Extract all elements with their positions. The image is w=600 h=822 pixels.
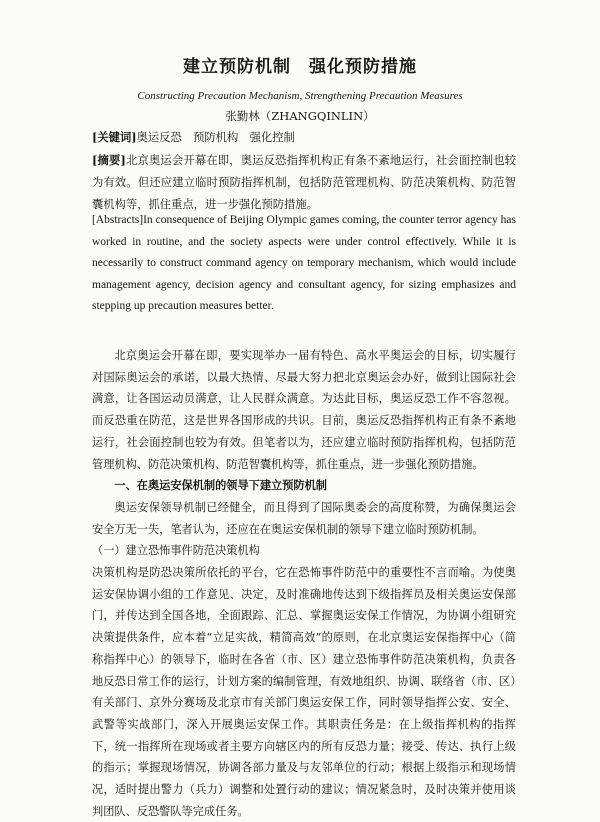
keywords-text: 奥运反恐 预防机构 强化控制 bbox=[136, 131, 295, 144]
body-text bbox=[92, 345, 516, 822]
subsection-1-heading: （一）建立恐怖事件防范决策机构 bbox=[92, 544, 260, 558]
abstract-english bbox=[92, 210, 516, 318]
intro-paragraph: 北京奥运会开幕在即，要实现举办一届有特色、高水平奥运会的目标，切实履行对国际奥运会的承诺，以最大热情、尽最大努力把北京奥运会办好，做到让国际社会满意，让各国运动员满意，让人民群众满意。为达此目标，奥运反恐工作不容忽视。而反恐重在防范，这是世界各国形成的共识。目前，奥运反恐指挥机构正有条不紊地运行，社会面控制也较为有效。但笔者以为，还应建立临时预防指挥机构，包括防范管理机构、防范决策机构、防范智囊机构等，抓住重点，进一步强化预防措施。 bbox=[92, 349, 516, 471]
paper-title: 建立预防机制 强化预防措施 bbox=[183, 57, 417, 77]
abstract-chinese bbox=[92, 149, 516, 216]
english-title: Constructing Precaution Mechanism, Strengthening Precaution Measures bbox=[137, 90, 463, 102]
section-1-paragraph: 奥运安保领导机制已经健全，而且得到了国际奥委会的高度称赞，为确保奥运会安全万无一失，笔者认为，还应在在奥运安保机制的领导下建立临时预防机制。 bbox=[92, 500, 516, 536]
keywords-label: [关键词] bbox=[92, 130, 137, 144]
abstract-english-label: [Abstracts] bbox=[92, 214, 144, 226]
author-name: 张勤林（ZHANGQINLIN） bbox=[225, 109, 375, 123]
abstract-english-text: In consequence of Beijing Olympic games coming, the counter terror agency has worked in routine, and the society aspects were under control effectively. While it is necessarily to construct command agency on temporary mechanism, which would include management agency, decision agency and consultant agency, for sizing emphasizes and stepping up precaution measures better. bbox=[92, 214, 516, 312]
keywords-block bbox=[92, 126, 516, 149]
section-1-heading: 一、在奥运安保机制的领导下建立预防机制 bbox=[114, 478, 327, 493]
abstract-chinese-label: [摘要] bbox=[92, 153, 126, 167]
subsection-1-paragraph: 决策机构是防恐决策所依托的平台，它在恐怖事件防范中的重要性不言而喻。为使奥运安保协调小组的工作意见、决定，及时准确地传达到下级指挥员及相关奥运安保部门，并传达到全国各地，全面跟踪、汇总、掌握奥运安保工作情况，为协调小组研究决策提供条件，应本着“立足实战，精简高效”的原则，在北京奥运安保指挥中心（简称指挥中心）的领导下，临时在各省（市、区）建立恐怖事件防范决策机构，负责各地反恐日常工作的运行，计划方案的编制管理，有效地组织、协调、联络省（市、区）有关部门、京外分赛场及北京市有关部门奥运安保工作，同时领导指挥公安、安全、武警等实战部门，深入开展奥运安保工作。其职责任务是：在上级指挥机构的指挥下，统一指挥所在现场或者主要方向辖区内的所有反恐力量；接受、传达、执行上级的指示；掌握现场情况，协调各部力量及与友邻单位的行动；根据上级指示和现场情况，适时提出警力（兵力）调整和处置行动的建议；情况紧急时，及时决策并使用谈判团队、反恐警队等完成任务。 bbox=[92, 566, 516, 818]
abstract-chinese-text: 北京奥运会开幕在即，奥运反恐指挥机构正有条不紊地运行，社会面控制也较为有效。但还应建立临时预防指挥机制，包括防范管理机构、防范决策机构、防范智囊机构等，抓住重点，进一步强化预防措施。 bbox=[92, 154, 516, 211]
